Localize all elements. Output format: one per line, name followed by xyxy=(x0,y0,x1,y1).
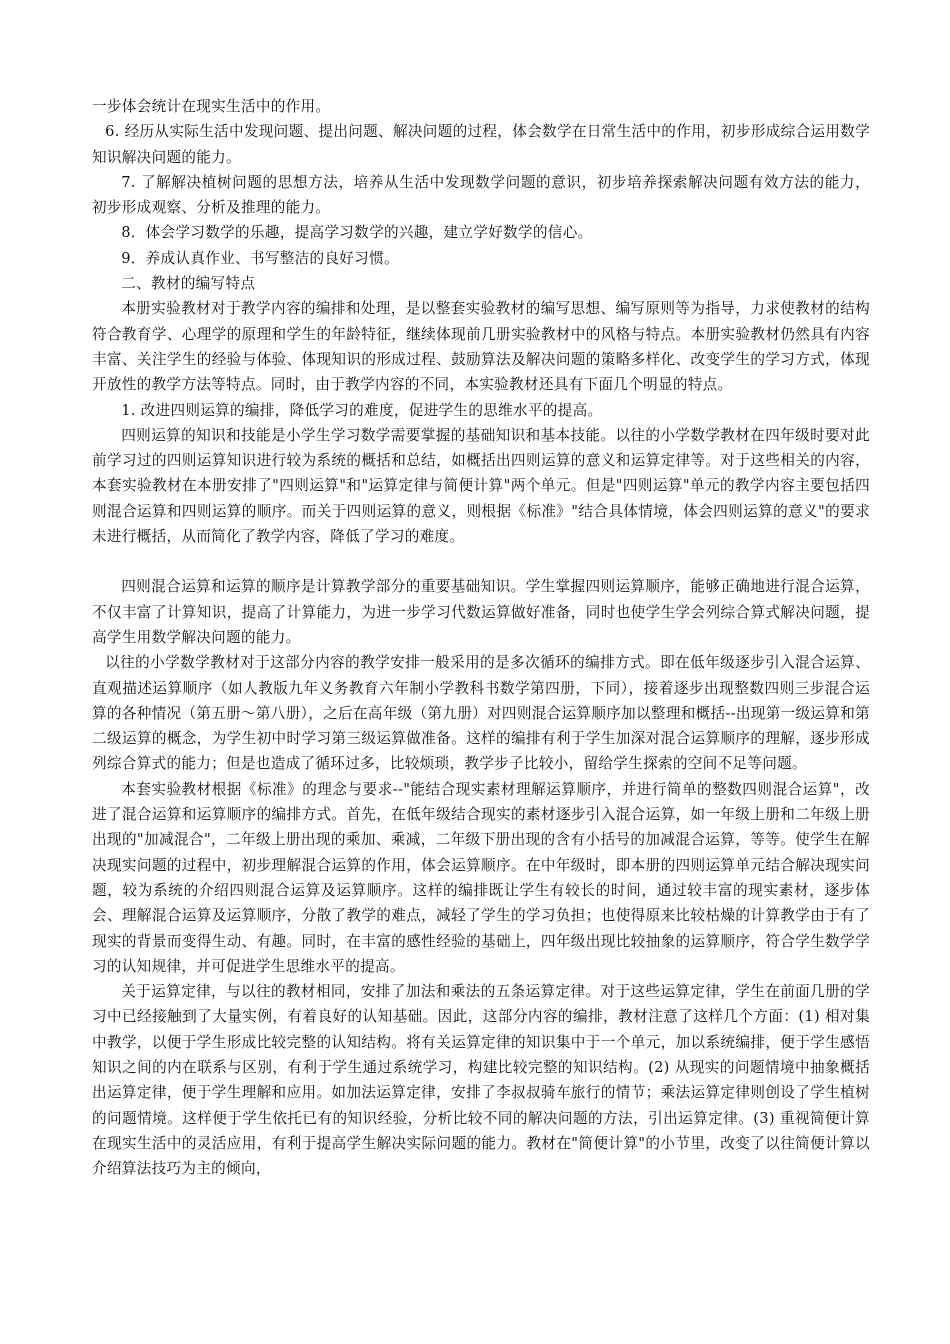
paragraph-previous-textbooks: 以往的小学数学教材对于这部分内容的教学安排一般采用的是多次循环的编排方式。即在低年级逐步引入混合运算、直观描述运算顺序（如人教版九年义务教育六年制小学教科书数学第四册，下同），接着逐步出现整数四则三步混合运算的各种情况（第五册～第八册），之后在高年级（第九册）对四则混合运算顺序加以整理和概括--出现第一级运算和第二级运算的概念，为学生初中时学习第三级运算做准备。这样的编排有利于学生加深对混合运算顺序的理解，逐步形成列综合算式的能力；但是也造成了循环过多，比较烦琐，教学步子比较小，留给学生探索的空间不足等问题。 xyxy=(92,654,870,773)
paragraph-intro: 本册实验教材对于教学内容的编排和处理，是以整套实验教材的编写思想、编写原则等为指导，力求使教材的结构符合教育学、心理学的原理和学生的年龄特征，继续体现前几册实验教材中的风格与特点。本册实验教材仍然具有内容丰富、关注学生的经验与体验、体现知识的形成过程、鼓励算法及解决问题的策略多样化、改变学生的学习方式，体现开放性的教学方法等特点。同时，由于教学内容的不同，本实验教材还具有下面几个明显的特点。 xyxy=(92,300,870,394)
paragraph-new-arrangement: 本套实验教材根据《标准》的理念与要求--"能结合现实素材理解运算顺序，并进行简单的整数四则混合运算"，改进了混合运算和运算顺序的编排方式。首先，在低年级结合现实的素材逐步引入混合运算，如一年级上册和二年级上册出现的"加减混合"，二年级上册出现的乘加、乘减，二年级下册出现的含有小括号的加减混合运算，等等。使学生在解决现实问题的过程中，初步理解混合运算的作用，体会运算顺序。在中年级时，即本册的四则运算单元结合解决现实问题，较为系统的介绍四则混合运算及运算顺序。这样的编排既让学生有较长的时间，通过较丰富的现实素材，逐步体会、理解混合运算及运算顺序，分散了教学的难点，减轻了学生的学习负担；也使得原来比较枯燥的计算教学由于有了现实的背景而变得生动、有趣。同时，在丰富的感性经验的基础上，四年级出现比较抽象的运算顺序，符合学生数学学习的认知规律，并可促进学生思维水平的提高。 xyxy=(92,780,870,975)
paragraph-four-operations: 四则运算的知识和技能是小学生学习数学需要掌握的基础知识和基本技能。以往的小学数学教材在四年级时要对此前学习过的四则运算知识进行较为系统的概括和总结，如概括出四则运算的意义和运算定律等。对于这些相关的内容，本套实验教材在本册安排了"四则运算"和"运算定律与简便计算"两个单元。但是"四则运算"单元的教学内容主要包括四则混合运算和四则运算的顺序。而关于四则运算的意义，则根据《标准》"结合具体情境，体会四则运算的意义"的要求未进行概括，从而简化了教学内容，降低了学习的难度。 xyxy=(92,426,870,546)
paragraph-mixed-operations: 四则混合运算和运算的顺序是计算教学部分的重要基础知识。学生掌握四则运算顺序，能够正确地进行混合运算，不仅丰富了计算知识，提高了计算能力，为进一步学习代数运算做好准备，同时也使学生学会列综合算式解决问题，提高学生用数学解决问题的能力。 xyxy=(92,578,870,646)
paragraph-spacer xyxy=(92,549,870,574)
paragraph-goal-6: 6. 经历从实际生活中发现问题、提出问题、解决问题的过程，体会数学在日常生活中的作用，初步形成综合运用数学知识解决问题的能力。 xyxy=(92,123,870,166)
paragraph-goal-7: 7. 了解解决植树问题的思想方法，培养从生活中发现数学问题的意识，初步培养探索解决问题有效方法的能力，初步形成观察、分析及推理的能力。 xyxy=(92,173,870,217)
paragraph-goal-9: 9．养成认真作业、书写整洁的良好习惯。 xyxy=(121,249,399,267)
document-page xyxy=(92,94,870,1181)
paragraph-operation-laws: 关于运算定律，与以往的教材相同，安排了加法和乘法的五条运算定律。对于这些运算定律，学生在前面几册的学习中已经接触到了大量实例，有着良好的认知基础。因此，这部分内容的编排，教材注意了这样几个方面：(1) 相对集中教学，以便于学生形成比较完整的认知结构。将有关运算定律的知识集中于一个单元，加以系统编排，便于学生感悟知识之间的内在联系与区别，有利于学生通过系统学习，构建比较完整的知识结构。(2) 从现实的问题情境中抽象概括出运算定律，便于学生理解和应用。如加法运算定律，安排了李叔叔骑车旅行的情节；乘法运算定律则创设了学生植树的问题情境。这样便于学生依托已有的知识经验，分析比较不同的解决问题的方法，引出运算定律。(3) 重视简便计算在现实生活中的灵活应用，有利于提高学生解决实际问题的能力。教材在"简便计算"的小节里，改变了以往简便计算以介绍算法技巧为主的倾向， xyxy=(92,983,870,1178)
paragraph-stats-tail: 一步体会统计在现实生活中的作用。 xyxy=(92,98,331,115)
subheading-feature-1: 1. 改进四则运算的编排，降低学习的难度，促进学生的思维水平的提高。 xyxy=(121,401,603,419)
paragraph-goal-8: 8．体会学习数学的乐趣，提高学习数学的兴趣，建立学好数学的信心。 xyxy=(121,224,593,242)
section-heading: 二、教材的编写特点 xyxy=(121,275,256,293)
